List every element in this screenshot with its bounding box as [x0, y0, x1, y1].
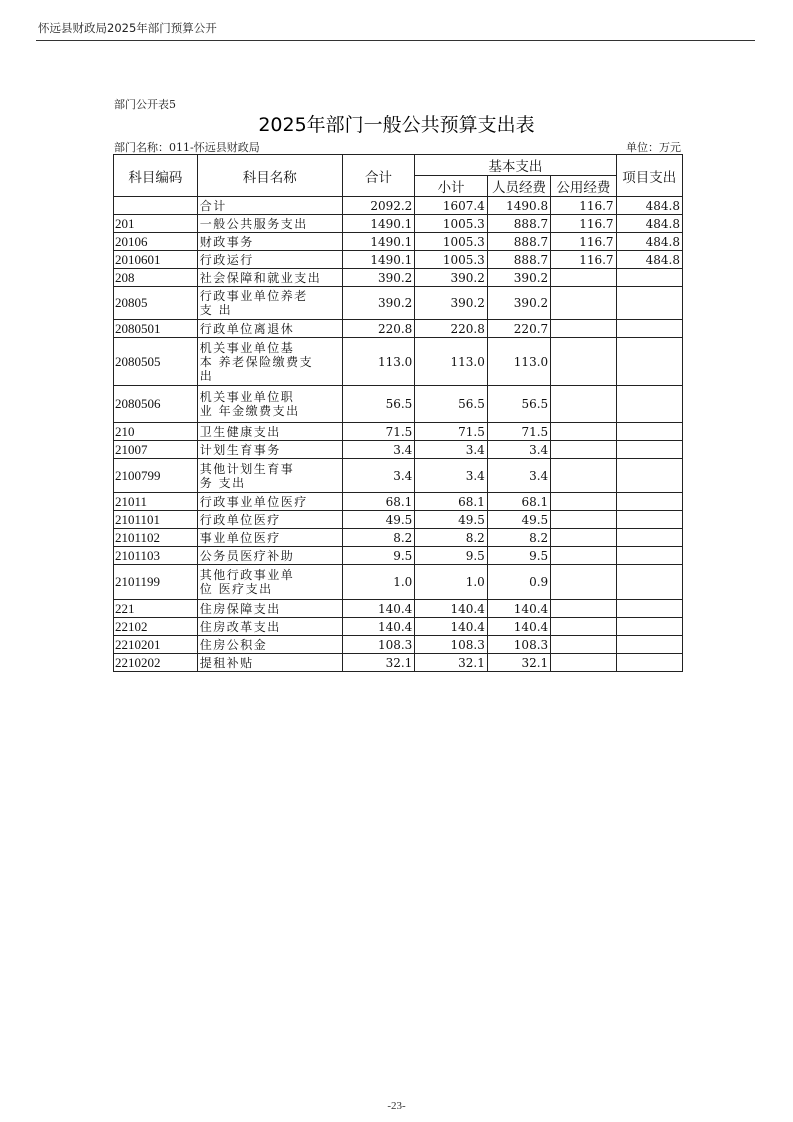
column-header-basic: 基本支出: [415, 155, 616, 176]
table-row: [114, 338, 683, 386]
amount-subtotal: 1005.3: [415, 251, 488, 269]
amount-project: [616, 320, 682, 338]
amount-subtotal: 9.5: [415, 547, 488, 565]
table-body: [114, 197, 683, 672]
amount-personnel: 888.7: [487, 215, 550, 233]
subject-code: 21007: [114, 441, 198, 459]
amount-total: 9.5: [342, 547, 415, 565]
table-row: [114, 618, 683, 636]
table-row: [114, 565, 683, 600]
subject-name: 计划生育事务: [197, 441, 342, 459]
amount-public: [551, 386, 616, 423]
amount-project: [616, 529, 682, 547]
page-title: 2025年部门一般公共预算支出表: [258, 114, 535, 136]
amount-project: [616, 547, 682, 565]
column-header-total: 合计: [342, 155, 415, 197]
subject-code: [114, 197, 198, 215]
amount-project: [616, 654, 682, 672]
table-row: [114, 547, 683, 565]
amount-project: [616, 493, 682, 511]
subject-name: 合计: [197, 197, 342, 215]
subject-name-line: 务 支出: [199, 475, 246, 490]
table-row: [114, 287, 683, 320]
amount-project: [616, 600, 682, 618]
subject-name: 事业单位医疗: [197, 529, 342, 547]
amount-public: [551, 320, 616, 338]
subject-code: 2210202: [114, 654, 198, 672]
subject-code: 2080506: [114, 386, 198, 423]
amount-public: [551, 459, 616, 493]
amount-project: [616, 287, 682, 320]
amount-public: [551, 493, 616, 511]
amount-subtotal: 108.3: [415, 636, 488, 654]
amount-personnel: 71.5: [487, 423, 550, 441]
subject-name-line: 位 医疗支出: [199, 582, 273, 596]
amount-project: [616, 269, 682, 287]
amount-public: 116.7: [551, 197, 616, 215]
amount-subtotal: 1.0: [415, 565, 488, 600]
budget-table: [113, 154, 683, 672]
amount-project: 484.8: [616, 251, 682, 269]
amount-personnel: 68.1: [487, 493, 550, 511]
amount-total: 1490.1: [342, 233, 415, 251]
amount-project: 484.8: [616, 233, 682, 251]
amount-total: 68.1: [342, 493, 415, 511]
table-row: [114, 269, 683, 287]
amount-public: [551, 654, 616, 672]
amount-total: 49.5: [342, 511, 415, 529]
table-label: 部门公开表5: [114, 98, 176, 111]
amount-subtotal: 140.4: [415, 618, 488, 636]
subject-code: 21011: [114, 493, 198, 511]
page-number: -23-: [387, 1100, 406, 1112]
amount-personnel: 108.3: [487, 636, 550, 654]
subject-name-line: 本 养老保险缴费支: [199, 354, 314, 369]
subject-code: 2101103: [114, 547, 198, 565]
amount-project: [616, 511, 682, 529]
subject-name: 住房公积金: [197, 636, 342, 654]
amount-personnel: 8.2: [487, 529, 550, 547]
table-row: [114, 493, 683, 511]
amount-subtotal: 390.2: [415, 269, 488, 287]
amount-subtotal: 390.2: [415, 287, 488, 320]
amount-subtotal: 1005.3: [415, 233, 488, 251]
subject-name: 公务员医疗补助: [197, 547, 342, 565]
amount-public: [551, 338, 616, 386]
amount-public: [551, 269, 616, 287]
amount-personnel: 113.0: [487, 338, 550, 386]
amount-subtotal: 140.4: [415, 600, 488, 618]
amount-project: [616, 386, 682, 423]
amount-total: 2092.2: [342, 197, 415, 215]
amount-total: 1490.1: [342, 251, 415, 269]
amount-total: 3.4: [342, 459, 415, 493]
amount-subtotal: 8.2: [415, 529, 488, 547]
subject-name: [197, 565, 342, 600]
table-row: [114, 600, 683, 618]
subject-code: 210: [114, 423, 198, 441]
subject-code: 2010601: [114, 251, 198, 269]
table-row: [114, 511, 683, 529]
subject-code: 201: [114, 215, 198, 233]
subject-code: 2101199: [114, 565, 198, 600]
subject-name-line: 机关事业单位职: [199, 390, 295, 404]
subject-name: 住房保障支出: [197, 600, 342, 618]
amount-personnel: 220.7: [487, 320, 550, 338]
amount-personnel: 9.5: [487, 547, 550, 565]
subject-code: 22102: [114, 618, 198, 636]
amount-public: [551, 441, 616, 459]
amount-total: 32.1: [342, 654, 415, 672]
amount-total: 390.2: [342, 287, 415, 320]
amount-total: 3.4: [342, 441, 415, 459]
subject-code: 2080501: [114, 320, 198, 338]
amount-project: [616, 636, 682, 654]
subject-code: 2101101: [114, 511, 198, 529]
subject-name-line: 其他计划生育事: [199, 461, 295, 476]
subject-name-line: 支 出: [199, 303, 233, 317]
amount-personnel: 390.2: [487, 269, 550, 287]
subject-code: 2100799: [114, 459, 198, 493]
subject-name-line: 出: [199, 368, 214, 383]
amount-project: [616, 618, 682, 636]
amount-total: 390.2: [342, 269, 415, 287]
amount-personnel: 888.7: [487, 233, 550, 251]
subject-name: [197, 287, 342, 320]
table-row: [114, 386, 683, 423]
table-row: [114, 320, 683, 338]
table-row: [114, 636, 683, 654]
amount-total: 220.8: [342, 320, 415, 338]
amount-total: 108.3: [342, 636, 415, 654]
table-row: [114, 654, 683, 672]
amount-total: 140.4: [342, 600, 415, 618]
column-header-code: 科目编码: [114, 155, 198, 197]
column-header-project: 项目支出: [616, 155, 682, 197]
amount-total: 1.0: [342, 565, 415, 600]
amount-personnel: 3.4: [487, 441, 550, 459]
amount-public: [551, 636, 616, 654]
amount-subtotal: 1005.3: [415, 215, 488, 233]
subject-name-line: 行政事业单位养老: [199, 289, 308, 303]
column-header-name: 科目名称: [197, 155, 342, 197]
table-row: [114, 423, 683, 441]
subject-name: [197, 338, 342, 386]
amount-subtotal: 32.1: [415, 654, 488, 672]
amount-public: [551, 529, 616, 547]
subject-name: [197, 386, 342, 423]
amount-public: [551, 600, 616, 618]
amount-public: [551, 618, 616, 636]
amount-public: [551, 287, 616, 320]
amount-subtotal: 3.4: [415, 459, 488, 493]
amount-subtotal: 71.5: [415, 423, 488, 441]
amount-total: 71.5: [342, 423, 415, 441]
amount-public: 116.7: [551, 215, 616, 233]
column-header-subtotal: 小计: [415, 176, 488, 197]
subject-name-line: 其他行政事业单: [199, 568, 295, 582]
table-row: [114, 233, 683, 251]
table-row: [114, 529, 683, 547]
amount-public: 116.7: [551, 233, 616, 251]
amount-personnel: 140.4: [487, 618, 550, 636]
amount-subtotal: 1607.4: [415, 197, 488, 215]
subject-name: 行政单位医疗: [197, 511, 342, 529]
amount-personnel: 49.5: [487, 511, 550, 529]
amount-subtotal: 3.4: [415, 441, 488, 459]
subject-name: 财政事务: [197, 233, 342, 251]
amount-personnel: 140.4: [487, 600, 550, 618]
department-name: 部门名称：011-怀远县财政局: [114, 141, 260, 154]
amount-personnel: 32.1: [487, 654, 550, 672]
amount-public: 116.7: [551, 251, 616, 269]
amount-project: 484.8: [616, 197, 682, 215]
subject-name: 一般公共服务支出: [197, 215, 342, 233]
amount-total: 8.2: [342, 529, 415, 547]
amount-project: 484.8: [616, 215, 682, 233]
amount-public: [551, 565, 616, 600]
amount-public: [551, 547, 616, 565]
subject-name: 行政运行: [197, 251, 342, 269]
subject-name: 行政单位离退休: [197, 320, 342, 338]
table-row: [114, 251, 683, 269]
unit-label: 单位：万元: [626, 141, 681, 154]
subject-code: 2210201: [114, 636, 198, 654]
column-header-personnel: 人员经费: [487, 176, 550, 197]
amount-personnel: 390.2: [487, 287, 550, 320]
subject-name-line: 机关事业单位基: [199, 340, 295, 355]
amount-personnel: 888.7: [487, 251, 550, 269]
subject-code: 20805: [114, 287, 198, 320]
subject-code: 221: [114, 600, 198, 618]
amount-public: [551, 423, 616, 441]
amount-subtotal: 68.1: [415, 493, 488, 511]
subject-name: 行政事业单位医疗: [197, 493, 342, 511]
table-row: [114, 197, 683, 215]
table-row: [114, 459, 683, 493]
subject-name: 卫生健康支出: [197, 423, 342, 441]
amount-subtotal: 113.0: [415, 338, 488, 386]
amount-project: [616, 459, 682, 493]
header-divider: [36, 40, 755, 41]
amount-personnel: 0.9: [487, 565, 550, 600]
amount-project: [616, 423, 682, 441]
amount-subtotal: 220.8: [415, 320, 488, 338]
amount-subtotal: 56.5: [415, 386, 488, 423]
amount-total: 1490.1: [342, 215, 415, 233]
amount-project: [616, 441, 682, 459]
amount-total: 140.4: [342, 618, 415, 636]
amount-personnel: 1490.8: [487, 197, 550, 215]
subject-name: 社会保障和就业支出: [197, 269, 342, 287]
amount-project: [616, 565, 682, 600]
subject-code: 2101102: [114, 529, 198, 547]
column-header-public: 公用经费: [551, 176, 616, 197]
subject-name: 住房改革支出: [197, 618, 342, 636]
subject-name: [197, 459, 342, 493]
subject-code: 20106: [114, 233, 198, 251]
subject-name: 提租补贴: [197, 654, 342, 672]
amount-total: 56.5: [342, 386, 415, 423]
subject-code: 2080505: [114, 338, 198, 386]
amount-personnel: 56.5: [487, 386, 550, 423]
amount-project: [616, 338, 682, 386]
table-row: [114, 215, 683, 233]
subject-name-line: 业 年金缴费支出: [199, 404, 300, 418]
amount-total: 113.0: [342, 338, 415, 386]
amount-subtotal: 49.5: [415, 511, 488, 529]
amount-public: [551, 511, 616, 529]
running-header-title: 怀远县财政局2025年部门预算公开: [38, 21, 217, 35]
subject-code: 208: [114, 269, 198, 287]
amount-personnel: 3.4: [487, 459, 550, 493]
table-row: [114, 441, 683, 459]
